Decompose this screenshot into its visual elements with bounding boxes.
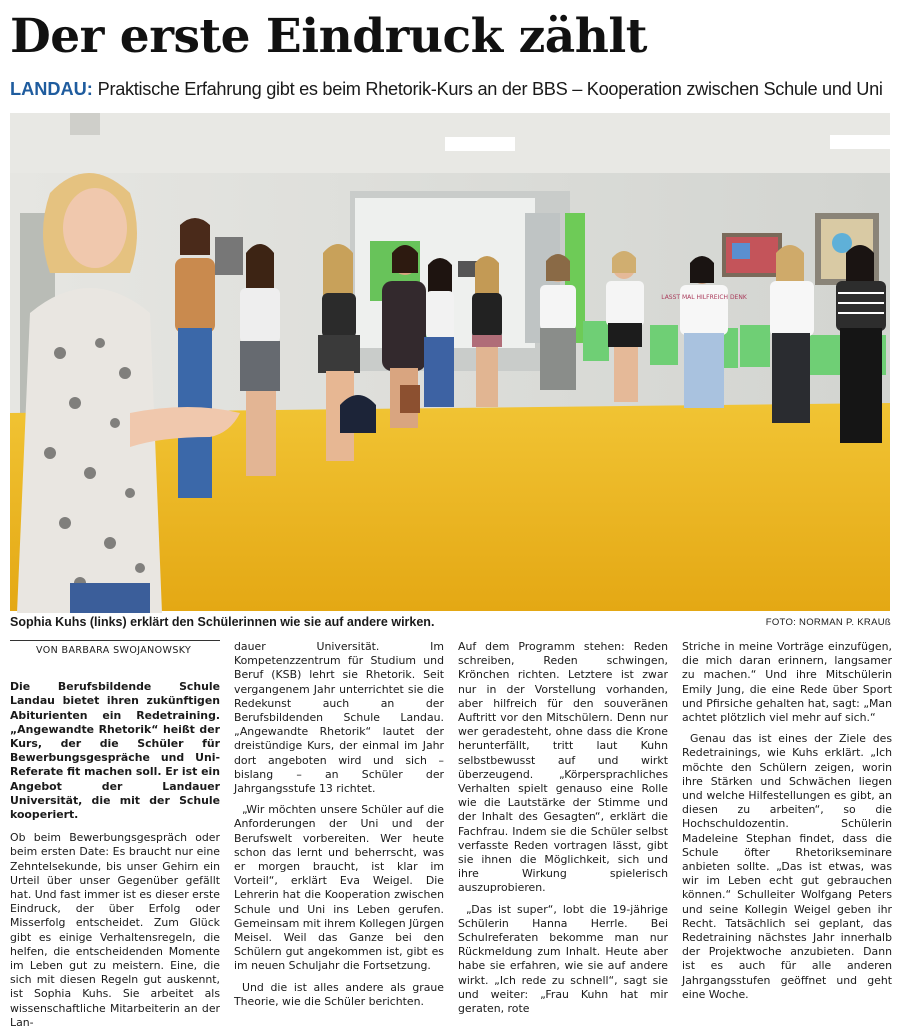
ceiling-light xyxy=(445,137,515,151)
article-column-4 xyxy=(682,640,892,1001)
subheadline: Praktische Erfahrung gibt es beim Rhetorik-Kurs an der BBS – Kooperation zwischen Schule und Uni xyxy=(97,79,883,99)
subheadline-row xyxy=(10,76,902,102)
location-kicker: LANDAU: xyxy=(10,79,93,99)
body-paragraph: Genau das ist eines der Ziele des Redetrainings, wie Kuhs erklärt. „Ich möchte den Schülern zeigen, worin ihre Stärken und Schwächen liegen und welche Hilfestellungen es gibt, an diesen zu arbeiten“, so die Hochschuldozentin. Schülerin Madeleine Stephan findet, dass die Schule öfter Rhetorikseminare anbieten sollte. „Das ist etwas, was wir im Leben echt gut gebrauchen können.“ Schulleiter Wolfgang Peters und seine Kollegin Weigel geben ihr Recht. Tatsächlich sei geplant, das Redetraining nächstes Jahr innerhalb der Projektwoche anzubieten. Dann ist es auch für alle anderen Jahrgangsstufen geöffnet und geht eine Woche. xyxy=(682,732,892,1001)
photo-caption: Sophia Kuhs (links) erklärt den Schülerinnen wie sie auf andere wirken. xyxy=(10,615,435,629)
photo-credit: FOTO: NORMAN P. KRAUß xyxy=(765,617,891,628)
headline: Der erste Eindruck zählt xyxy=(10,9,647,64)
body-paragraph: „Das ist super“, lobt die 19-jährige Schülerin Hanna Herrle. Bei Schulreferaten bekomme man nur Rückmeldung zum Inhalt. Heute aber habe sie erfahren, wie sie auf andere wirkt. „Ich rede zu schnell“, sagt sie und weiter: „Frau Kuhn hat mir geraten, rote xyxy=(458,902,668,1016)
article-photo xyxy=(10,113,890,611)
article-column-1 xyxy=(10,640,220,1029)
body-paragraph: Auf dem Programm stehen: Reden schreiben, Reden schwingen, Krönchen richten. Letztere ist zwar nur in der Vorstellung vorhanden, aber hilfreich für den souveränen Auftritt vor den Mitschülern. Denn nur wer geradesteht, ohne dass die Krone herunterfällt, tritt laut Kuhn selbstbewusst auf und wirkt überzeugend. „Körpersprachliches Verhalten spielt genauso eine Rolle wie die Lautstärke der Stimme und der Inhalt des Gesagten“, erklärt die Fachfrau. Indem sie die Schüler selbst verfasste Reden vortragen lässt, gibt sie ihnen die Möglichkeit, sich und ihre Wirkung spielerisch auszuprobieren. xyxy=(458,640,668,895)
body-paragraph: „Wir möchten unsere Schüler auf die Anforderungen der Uni und der Berufswelt vorbereiten. Wer heute schon das lernt und beherrscht, was er morgen braucht, ist klar im Vorteil“, erklärt Eva Weigel. Die Lehrerin hat die Kooperation zwischen Schule und Uni ins Leben gerufen. Gemeinsam mit ihrem Kollegen Jürgen Meisel. Weil das Ganze bei den Schülern gut angekommen ist, gibt es im neuen Schuljahr die Fortsetzung. xyxy=(234,803,445,973)
byline: VON BARBARA SWOJANOWSKY xyxy=(10,640,220,658)
article-column-3 xyxy=(458,640,668,1016)
article-column-2 xyxy=(234,640,445,1008)
body-paragraph: Und die ist alles andere als graue Theorie, wie die Schüler berichten. xyxy=(234,980,444,1008)
wall-picture xyxy=(215,237,243,275)
body-paragraph: dauer Universität. Im Kompetenzzentrum für Studium und Beruf (KSB) lehrt sie Rhetorik. Seit vergangenem Jahr unterrichtet sie die Redekunst auch an der Berufsbildenden Schule Landau. „Angewandte Rhetorik“ lautet der dreistündige Kurs, der einmal im Jahr dort angeboten wird und sich – bislang – an Schüler der Jahrgangsstufe 13 richtet. xyxy=(234,640,444,796)
body-paragraph: Striche in meine Vorträge einzufügen, die mich daran erinnern, langsamer zu machen.“ Und ihre Mitschülerin Emily Jung, die eine Rede über Sport und Pfirsiche gehalten hat, sagt: „Man achtet plötzlich viel mehr auf sich.“ xyxy=(682,640,892,725)
ceiling-light xyxy=(830,135,890,149)
lead-paragraph: Die Berufsbildende Schule Landau bietet ihren zukünftigen Abiturienten ein Redetraining. „Angewandte Rhetorik“ heißt der Kurs, der die Schüler für Bewerbungsgespräche und Uni-Referate fit machen soll. Er ist ein Angebot der Landauer Universität, die mit der Schule kooperiert. xyxy=(10,680,220,822)
tshirt-print: LASST MAL HILFREICH DENK xyxy=(661,294,747,301)
body-paragraph: Ob beim Bewerbungsgespräch oder beim ersten Date: Es braucht nur eine Zehntelsekunde, bis unser Gehirn ein Urteil über unser Gegenüber gefällt hat. Und fast immer ist es dieser erste Eindruck, der über Erfolg oder Misserfolg entscheidet. Zum Glück gibt es einige Verhaltensregeln, die helfen, die entscheidenden Momente im Leben gut zu meistern. Eine, die sich mit diesen Regeln gut auskennt, ist Sophia Kuhs. Sie arbeitet als wissenschaftliche Mitarbeiterin an der Lan- xyxy=(10,831,220,1029)
